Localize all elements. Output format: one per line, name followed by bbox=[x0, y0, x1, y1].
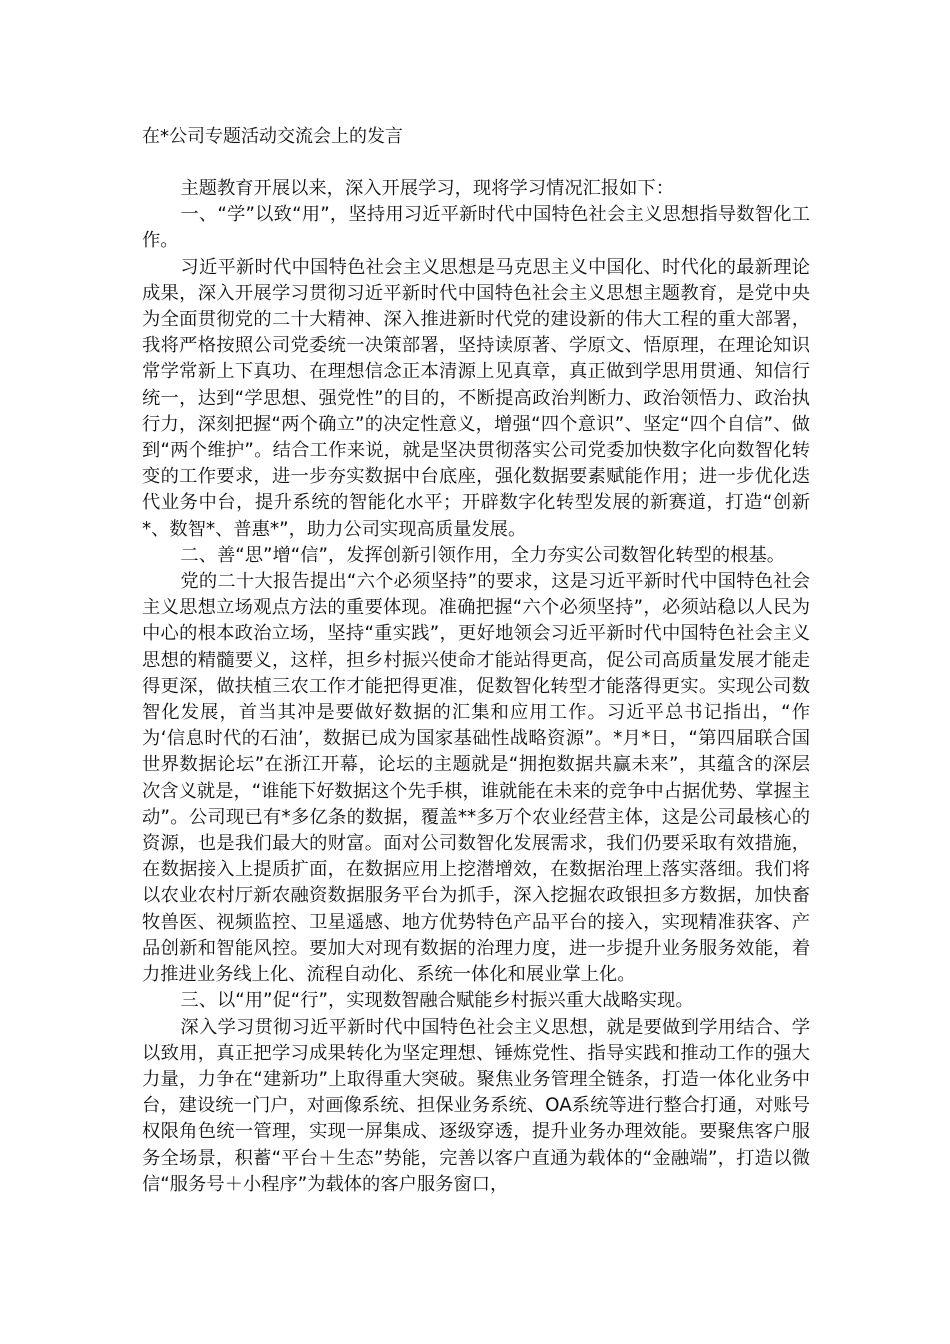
section-heading-2: 二、善“思”增“信”，发挥创新引领作用，全力夯实公司数智化转型的根基。 bbox=[180, 544, 786, 566]
body-paragraph: 党的二十大报告提出“六个必须坚持”的要求，这是习近平新时代中国特色社会主义思想立场观点方法的重要体现。准确把握“六个必须坚持”，必须站稳以人民为中心的根本政治立场，坚持“重实践”，更好地领会习近平新时代中国特色社会主义思想的精髓要义，这样，担乡村振兴使命才能站得更高，促公司高质量发展才能走得更深，做扶植三农工作才能把得更准，促数智化转型才能落得更实。实现公司数智化发展，首当其冲是要做好数据的汇集和应用工作。习近平总书记指出，“作为‘信息时代的石油’，数据已成为国家基础性战略资源”。*月*日，“第四届联合国世界数据论坛”在浙江开幕，论坛的主题就是“拥抱数据共赢未来”，其蕴含的深层次含义就是，“谁能下好数据这个先手棋，谁就能在未来的竞争中占据优势、掌握主动”。公司现已有*多亿条的数据，覆盖**多万个农业经营主体，这是公司最核心的资源，也是我们最大的财富。面对公司数智化发展需求，我们仍要采取有效措施，在数据接入上提质扩面，在数据应用上挖潜增效，在数据治理上落实落细。我们将以农业农村厅新农融资数据服务平台为抓手，深入挖掘农政银担多方数据，加快畜牧兽医、视频监控、卫星遥感、地方优势特色产品平台的接入，实现精准获客、产品创新和智能风控。要加大对现有数据的治理力度，进一步提升业务服务效能，着力推进业务线上化、流程自动化、系统一体化和展业掌上化。 bbox=[142, 571, 810, 986]
body-paragraph: 习近平新时代中国特色社会主义思想是马克思主义中国化、时代化的最新理论成果，深入开展学习贯彻习近平新时代中国特色社会主义思想主题教育，是党中央为全面贯彻党的二十大精神、深入推进新时代党的建设新的伟大工程的重大部署，我将严格按照公司党委统一决策部署，坚持读原著、学原文、悟原理，在理论知识常学常新上下真功、在理想信念正本清源上见真章，真正做到学思用贯通、知信行统一，达到“学思想、强党性”的目的，不断提高政治判断力、政治领悟力、政治执行力，深刻把握“两个确立”的决定性意义，增强“四个意识”、坚定“四个自信”、做到“两个维护”。结合工作来说，就是坚决贯彻落实公司党委加快数字化向数智化转变的工作要求，进一步夯实数据中台底座，强化数据要素赋能作用；进一步优化迭代业务中台，提升系统的智能化水平；开辟数字化转型发展的新赛道，打造“创新*、数智*、普惠*”，助力公司实现高质量发展。 bbox=[142, 256, 810, 540]
intro-paragraph: 主题教育开展以来，深入开展学习，现将学习情况汇报如下： bbox=[180, 178, 675, 199]
section-heading-1: 一、“学”以致“用”，坚持用习近平新时代中国特色社会主义思想指导数智化工作。 bbox=[142, 204, 810, 252]
document-body bbox=[142, 176, 810, 1198]
section-heading-3: 三、以“用”促“行”，实现数智融合赋能乡村振兴重大战略实现。 bbox=[180, 990, 694, 1012]
document-title: 在*公司专题活动交流会上的发言 bbox=[142, 126, 403, 147]
body-paragraph: 深入学习贯彻习近平新时代中国特色社会主义思想，就是要做到学用结合、学以致用，真正把学习成果转化为坚定理想、锤炼党性、指导实践和推动工作的强大力量，力争在“建新功”上取得重大突破。聚焦业务管理全链条，打造一体化业务中台，建设统一门户，对画像系统、担保业务系统、OA系统等进行整合打通，对账号权限角色统一管理，实现一屏集成、逐级穿透，提升业务办理效能。要聚焦客户服务全场景，积蓄“平台＋生态”势能，完善以客户直通为载体的“金融端”，打造以微信“服务号＋小程序”为载体的客户服务窗口， bbox=[142, 1016, 810, 1195]
